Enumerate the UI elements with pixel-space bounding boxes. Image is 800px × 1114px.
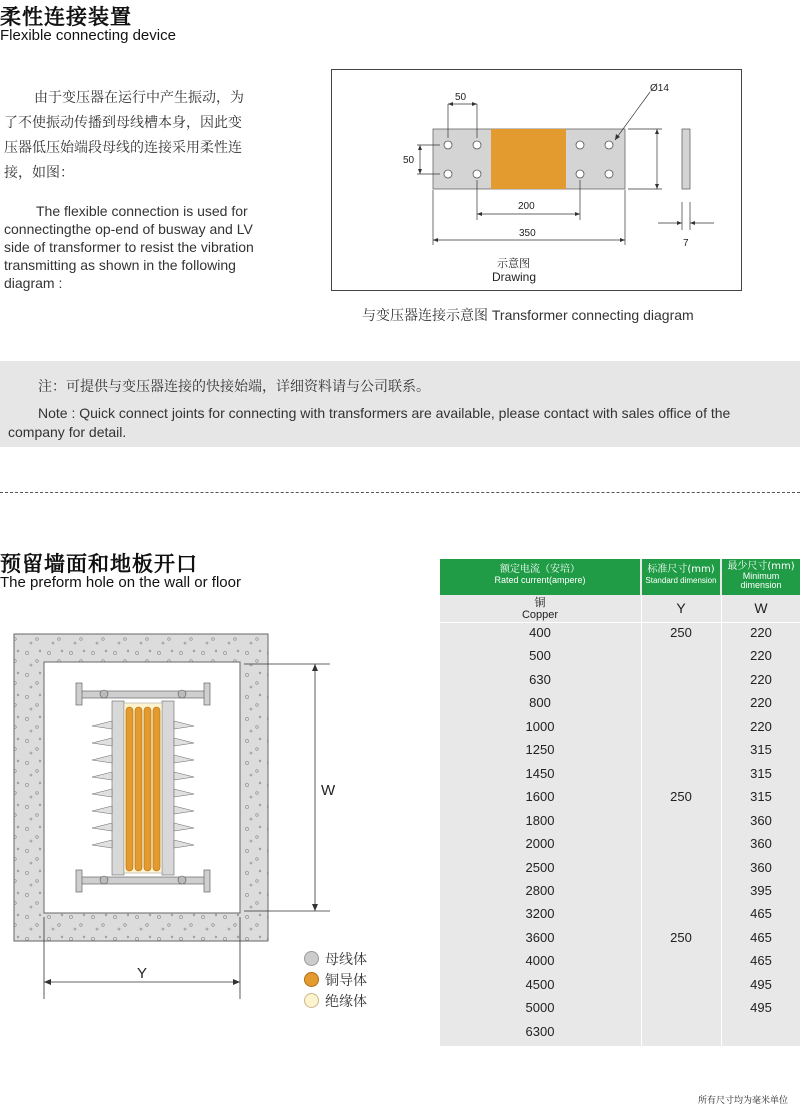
- table-cell-minimum: 220: [750, 625, 772, 640]
- section1-title-en: Flexible connecting device: [0, 27, 176, 44]
- table-cell-current: 6300: [525, 1023, 555, 1039]
- table-cell-current: 4500: [525, 976, 555, 992]
- table-cell-minimum: 465: [750, 953, 772, 969]
- header-en: Standard dimension: [645, 576, 717, 585]
- drawing-label-en: Drawing: [492, 270, 537, 284]
- subheader-cn: 铜: [534, 597, 546, 609]
- section1-title-cn: 柔性连接装置: [0, 5, 132, 29]
- hole: [444, 170, 452, 178]
- header-en: Minimum dimension: [740, 571, 782, 590]
- table-cell-current: 1250: [525, 742, 555, 758]
- subheader-en: Copper: [521, 609, 559, 621]
- table-cell-minimum: 395: [750, 882, 772, 898]
- header-cn: 标准尺寸(mm): [647, 564, 715, 575]
- subheader-copper: [440, 597, 640, 621]
- table-cell-minimum: 315: [750, 789, 772, 805]
- note-en-line2: company for detail.: [8, 424, 127, 440]
- dimension-table: [440, 559, 800, 1046]
- legend-swatch-icon: [304, 993, 319, 1008]
- row-divider: [440, 622, 800, 623]
- hole: [473, 170, 481, 178]
- table-cell-current: 1600: [525, 789, 555, 805]
- table-cell-standard: 250: [670, 789, 692, 805]
- table-cell-standard: 250: [670, 625, 692, 640]
- legend-item-copper: [304, 969, 367, 990]
- table-cell-current: 3600: [525, 929, 555, 945]
- body-en-line: The flexible connection is used for: [36, 203, 248, 219]
- body-en-line: side of transformer to resist the vibration: [4, 239, 254, 255]
- header-minimum-dimension: [722, 559, 800, 595]
- header-standard-dimension: [642, 559, 720, 595]
- hole: [473, 141, 481, 149]
- table-cell-minimum: 315: [750, 765, 772, 781]
- section2-title-en: The preform hole on the wall or floor: [0, 574, 241, 591]
- table-cell-minimum: 360: [750, 859, 772, 875]
- label-y: Y: [137, 965, 148, 982]
- subheader-w: W: [754, 600, 768, 616]
- dim-phi: Ø14: [650, 83, 669, 94]
- body-cn-line: 由于变压器在运行中产生振动，为: [34, 90, 244, 106]
- note-en: [8, 404, 798, 442]
- hole: [605, 141, 613, 149]
- table-cell-minimum: 220: [750, 718, 772, 734]
- body-en-line: diagram :: [4, 275, 63, 291]
- dim-7: 7: [683, 238, 689, 249]
- label-w: W: [321, 782, 336, 799]
- table-cell-minimum: 360: [750, 812, 772, 828]
- table-cell-current: 1450: [525, 765, 555, 781]
- body-en-line: connectingthe op-end of busway and LV: [4, 221, 253, 237]
- table-cell-minimum: 465: [750, 906, 772, 922]
- section2-title-cn: 预留墙面和地板开口: [0, 552, 198, 576]
- section1-body-en: [4, 202, 284, 292]
- copper-section: [491, 129, 566, 189]
- table-cell-current: 4000: [525, 953, 555, 969]
- header-cn: 最少尺寸(mm): [727, 561, 795, 572]
- table-cell-current: 400: [529, 625, 551, 640]
- footnote: 所有尺寸均为毫米单位: [697, 1096, 788, 1106]
- connector-drawing: [332, 70, 743, 292]
- body-cn-line: 接，如图：: [4, 165, 74, 181]
- legend-label: 绝缘体: [325, 993, 367, 1010]
- legend-item-insulator: [304, 990, 367, 1011]
- table-cell-current: 3200: [525, 906, 555, 922]
- table-cell-minimum: 220: [750, 648, 772, 664]
- table-cell-minimum: 495: [750, 1000, 772, 1016]
- dim-50-top: 50: [455, 92, 467, 103]
- hole: [444, 141, 452, 149]
- table-cell-current: 1800: [525, 812, 555, 828]
- legend-label: 铜导体: [325, 972, 367, 989]
- table-cell-current: 630: [529, 671, 551, 687]
- table-cell-current: 500: [529, 648, 551, 664]
- table-cell-current: 2800: [525, 882, 555, 898]
- dashed-divider: [0, 492, 800, 493]
- hole: [576, 170, 584, 178]
- drawing-box: [331, 69, 742, 291]
- busbar-assembly: [76, 683, 210, 892]
- column-divider: [641, 595, 642, 1046]
- dim-200: 200: [518, 201, 535, 212]
- table-cell-minimum: 465: [750, 929, 772, 945]
- table-cell-minimum: 495: [750, 976, 772, 992]
- legend-item-busbar: [304, 948, 367, 969]
- legend: [304, 948, 367, 1011]
- body-cn-line: 压器低压始端段母线的连接采用柔性连: [4, 140, 242, 156]
- table-cell-minimum: 220: [750, 671, 772, 687]
- subheader-y: Y: [676, 600, 686, 616]
- drawing-caption: 与变压器连接示意图 Transformer connecting diagram: [362, 307, 694, 323]
- hole: [605, 170, 613, 178]
- header-rated-current: [440, 559, 640, 595]
- body-en-line: transmitting as shown in the following: [4, 257, 236, 273]
- table-cell-current: 800: [529, 695, 551, 711]
- body-cn-line: 了不使振动传播到母线槽本身，因此变: [4, 115, 242, 131]
- legend-swatch-icon: [304, 972, 319, 987]
- hole: [576, 141, 584, 149]
- side-plate: [682, 129, 690, 189]
- drawing-label-cn: 示意图: [497, 258, 530, 270]
- table-cell-current: 2000: [525, 836, 555, 852]
- table-cell-minimum: 315: [750, 742, 772, 758]
- table-cell-current: 1000: [525, 718, 555, 734]
- legend-label: 母线体: [325, 951, 367, 968]
- table-cell-minimum: 220: [750, 695, 772, 711]
- table-cell-standard: 250: [670, 929, 692, 945]
- legend-swatch-icon: [304, 951, 319, 966]
- dim-350: 350: [519, 228, 536, 239]
- table-cell-current: 2500: [525, 859, 555, 875]
- header-cn: 额定电流（安培）: [500, 564, 580, 575]
- wall-opening-diagram: [0, 625, 350, 1014]
- table-cell-minimum: 360: [750, 836, 772, 852]
- note-en-line1: Note : Quick connect joints for connecting with transformers are available, please contact with sales office of the: [38, 405, 731, 421]
- header-en: Rated current(ampere): [494, 575, 586, 585]
- table-cell-current: 5000: [525, 1000, 555, 1016]
- dim-50-left: 50: [403, 155, 415, 166]
- note-cn: 注：可提供与变压器连接的快接始端，详细资料请与公司联系。: [38, 379, 430, 395]
- section1-body-cn: [4, 86, 286, 186]
